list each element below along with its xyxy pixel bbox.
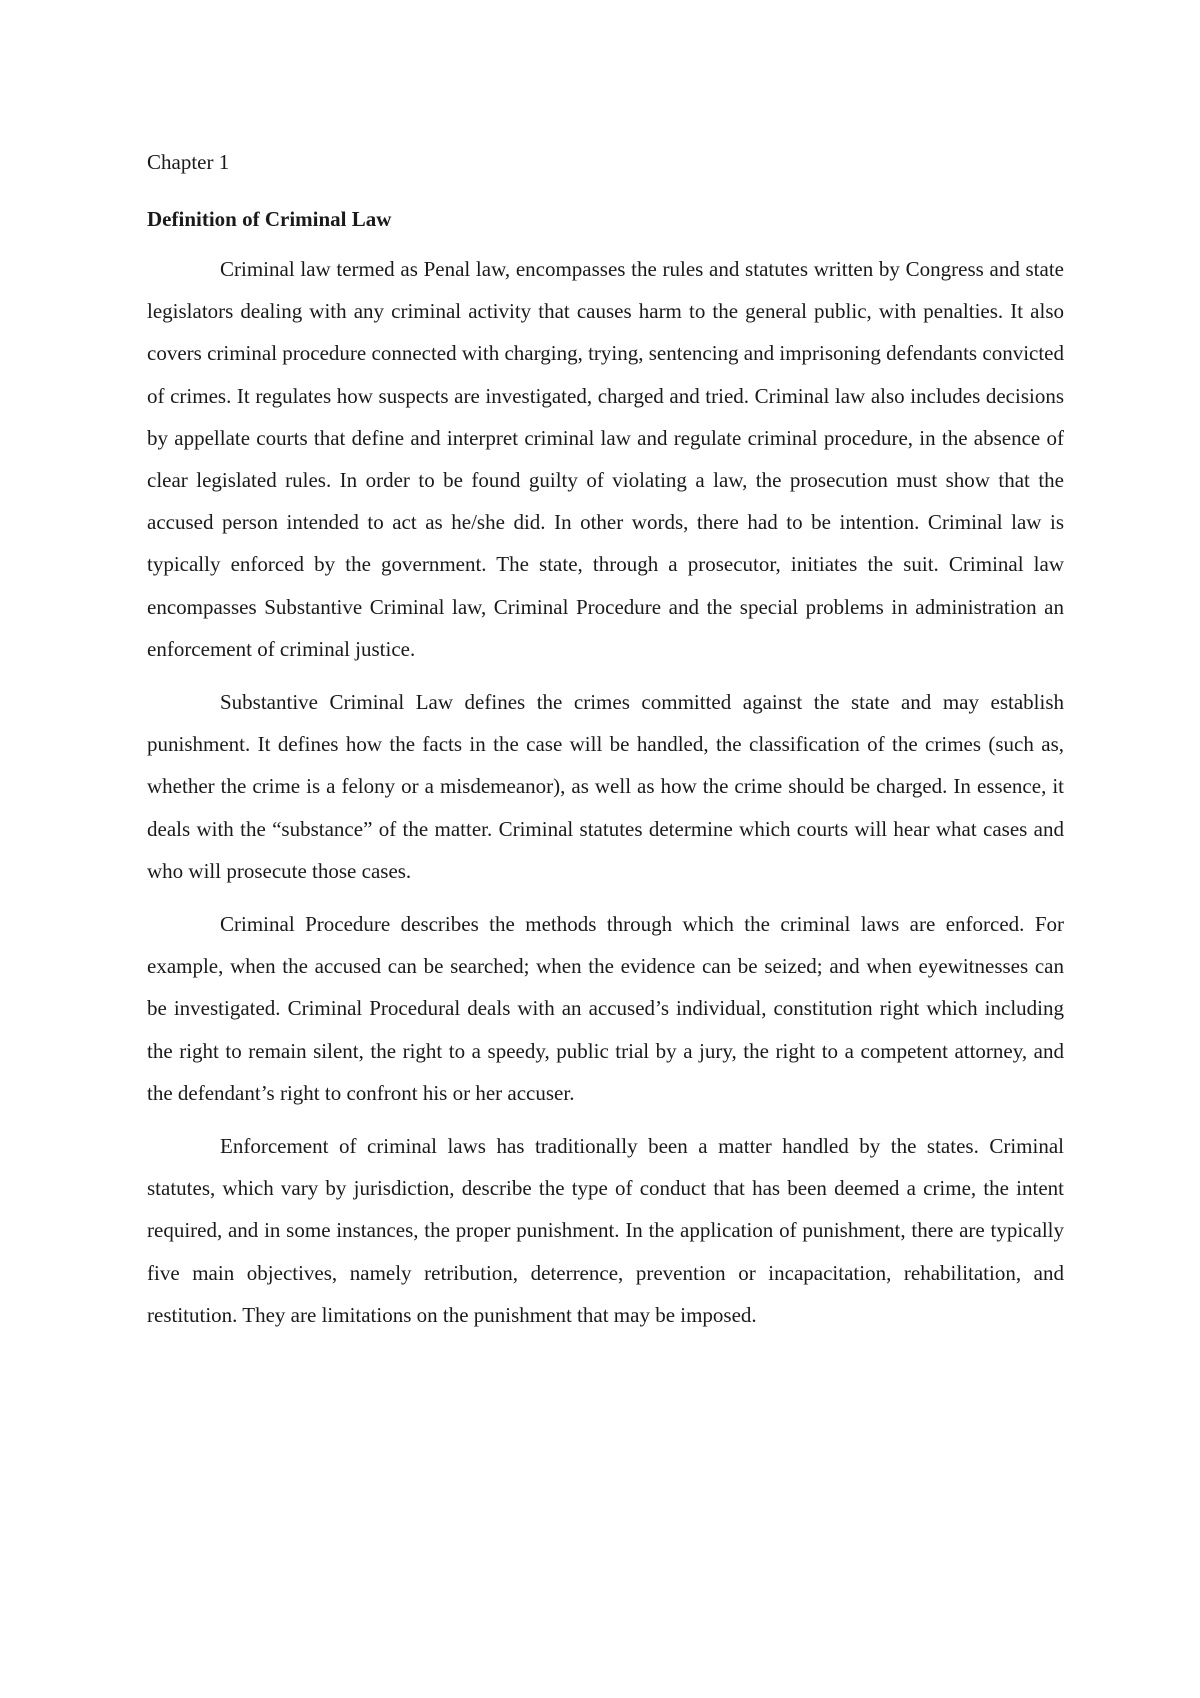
chapter-label: Chapter 1	[147, 150, 230, 174]
document-body	[147, 142, 1064, 1336]
paragraph-substantive-law: Substantive Criminal Law defines the crimes committed against the state and may establish punishment. It defines how the facts in the case will be handled, the classification of the crimes (such as, whether the crime is a felony or a misdemeanor), as well as how the crime should be charged. In essence, it deals with the “substance” of the matter. Criminal statutes determine which courts will hear what cases and who will prosecute those cases.	[147, 690, 1064, 883]
section-heading: Definition of Criminal Law	[147, 207, 392, 231]
paragraph-criminal-procedure: Criminal Procedure describes the methods through which the criminal laws are enforced. For example, when the accused can be searched; when the evidence can be seized; and when eyewitnesses can be investigated. Criminal Procedural deals with an accused’s individual, constitution right which including the right to remain silent, the right to a speedy, public trial by a jury, the right to a competent attorney, and the defendant’s right to confront his or her accuser.	[147, 912, 1064, 1105]
paragraph-definition: Criminal law termed as Penal law, encompasses the rules and statutes written by Congress and state legislators dealing with any criminal activity that causes harm to the general public, with penalties. It also covers criminal procedure connected with charging, trying, sentencing and imprisoning defendants convicted of crimes. It regulates how suspects are investigated, charged and tried. Criminal law also includes decisions by appellate courts that define and interpret criminal law and regulate criminal procedure, in the absence of clear legislated rules. In order to be found guilty of violating a law, the prosecution must show that the accused person intended to act as he/she did. In other words, there had to be intention. Criminal law is typically enforced by the government. The state, through a prosecutor, initiates the suit. Criminal law encompasses Substantive Criminal law, Criminal Procedure and the special problems in administration an enforcement of criminal justice.	[147, 257, 1064, 661]
paragraph-enforcement: Enforcement of criminal laws has traditionally been a matter handled by the states. Criminal statutes, which vary by jurisdiction, describe the type of conduct that has been deemed a crime, the intent required, and in some instances, the proper punishment. In the application of punishment, there are typically five main objectives, namely retribution, deterrence, prevention or incapacitation, rehabilitation, and restitution. They are limitations on the punishment that may be imposed.	[147, 1134, 1064, 1327]
